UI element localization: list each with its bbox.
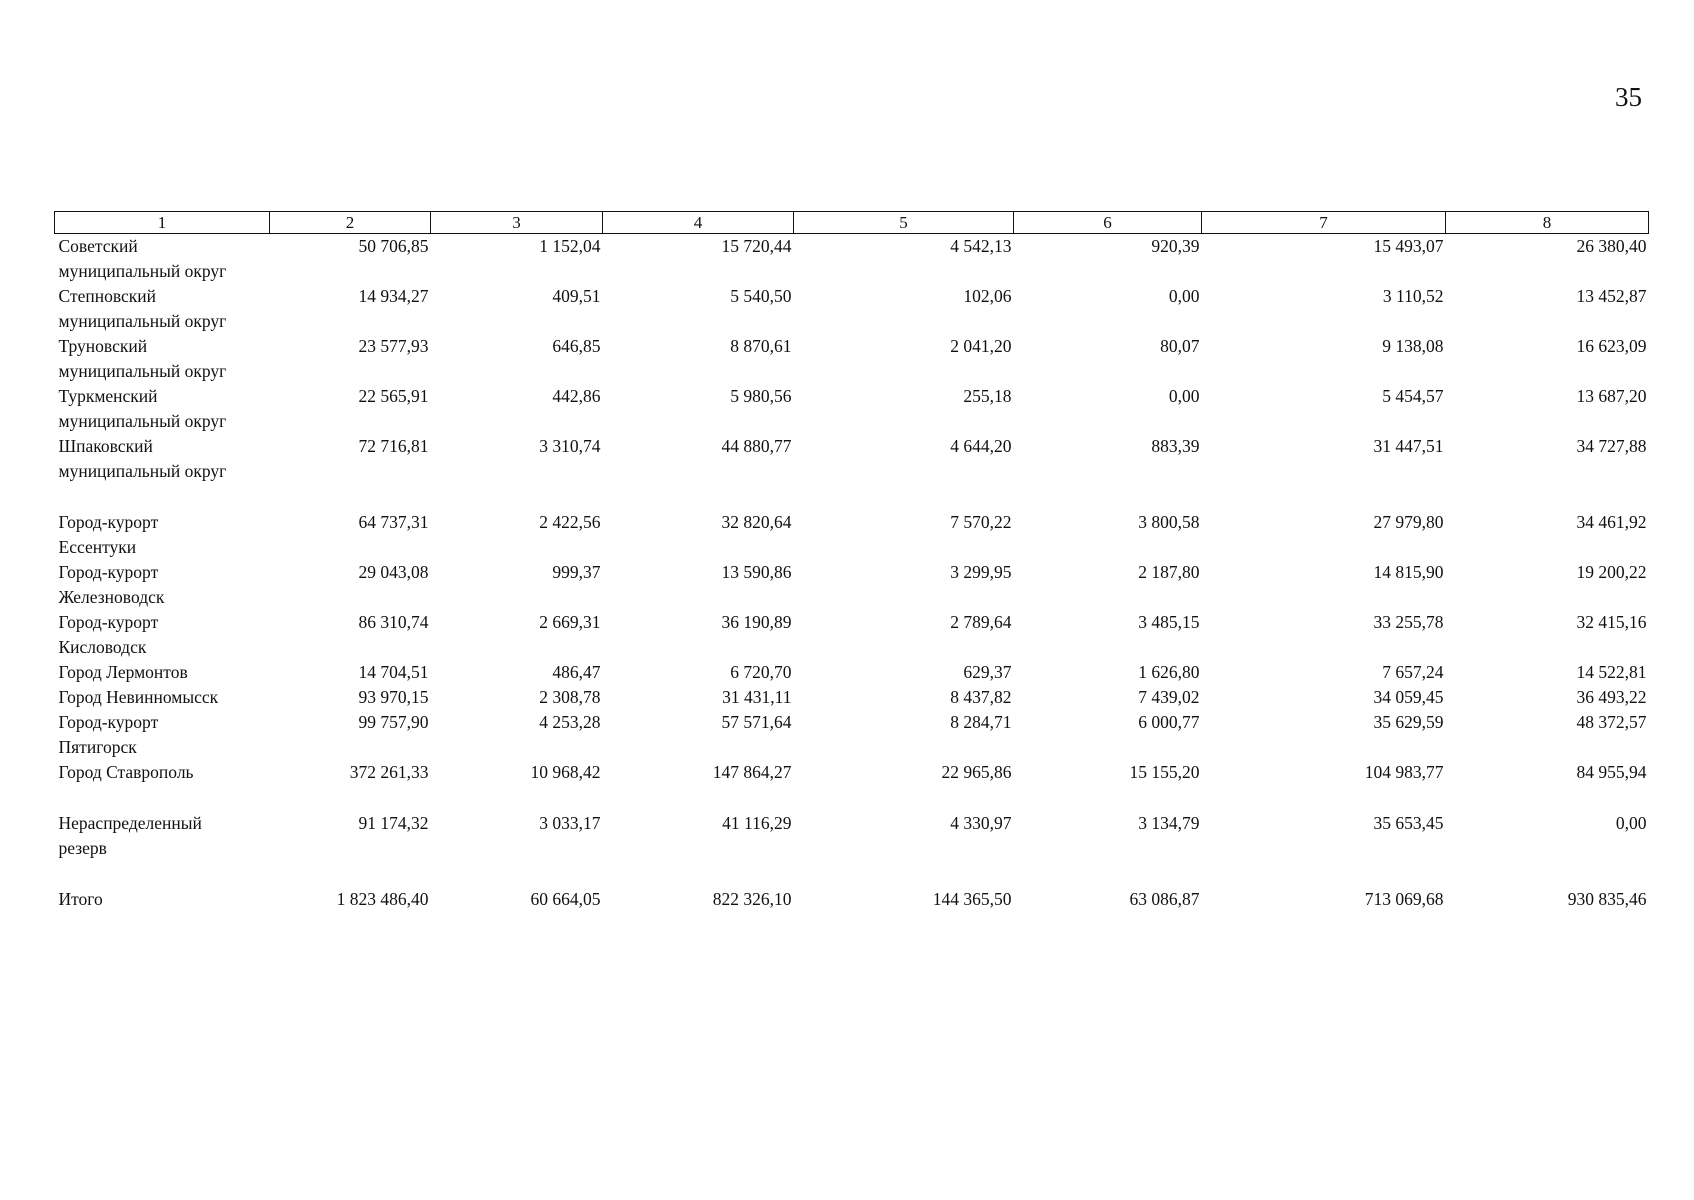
table-cell: 63 086,87 [1129,889,1200,909]
table-cell: 34 727,88 [1576,436,1647,456]
table-cell: 13 452,87 [1576,286,1647,306]
row-label: Степновский муниципальный округ [58,286,227,331]
table-row [55,660,1649,685]
table-cell: 3 800,58 [1138,512,1200,532]
table-row [55,334,1649,384]
table-cell: 14 934,27 [358,286,429,306]
table-cell: 104 983,77 [1364,762,1444,782]
row-label: Туркменский муниципальный округ [58,386,227,431]
table-cell: 2 041,20 [950,336,1012,356]
table-cell: 102,06 [963,286,1012,306]
table-cell: 4 253,28 [539,712,601,732]
table-body [55,234,1649,913]
column-header: 5 [794,212,1014,234]
row-label: Город Лермонтов [58,662,188,682]
table-cell: 5 540,50 [730,286,792,306]
row-label: Город-курорт Железноводск [58,562,165,607]
column-header: 3 [431,212,603,234]
table-cell: 36 493,22 [1576,687,1647,707]
table-cell: 883,39 [1151,436,1200,456]
table-cell: 3 299,95 [950,562,1012,582]
column-header: 8 [1446,212,1649,234]
table-cell: 646,85 [552,336,601,356]
table-cell: 5 454,57 [1382,386,1444,406]
row-spacer [55,484,1649,510]
table-cell: 409,51 [552,286,601,306]
row-label: Нераспределенный резерв [58,813,202,858]
table-cell: 27 979,80 [1373,512,1444,532]
table-cell: 13 687,20 [1576,386,1647,406]
table-cell: 1 823 486,40 [336,889,429,909]
table-row [55,887,1649,912]
table-cell: 8 437,82 [950,687,1012,707]
table-row [55,560,1649,610]
table-cell: 147 864,27 [712,762,792,782]
table-cell: 7 657,24 [1382,662,1444,682]
table-cell: 84 955,94 [1576,762,1647,782]
table-cell: 31 431,11 [722,687,792,707]
table-cell: 372 261,33 [349,762,429,782]
row-label: Город Ставрополь [58,762,194,782]
table-cell: 3 485,15 [1138,612,1200,632]
table-cell: 86 310,74 [358,612,429,632]
table-cell: 920,39 [1151,236,1200,256]
row-label: Город-курорт Пятигорск [58,712,159,757]
table-cell: 3 310,74 [539,436,601,456]
table-cell: 80,07 [1160,336,1200,356]
table-cell: 7 570,22 [950,512,1012,532]
column-header: 1 [55,212,270,234]
table-row [55,284,1649,334]
table-row [55,234,1649,285]
table-cell: 50 706,85 [358,236,429,256]
table-cell: 15 720,44 [721,236,792,256]
table-cell: 255,18 [963,386,1012,406]
table-cell: 57 571,64 [721,712,792,732]
table-cell: 822 326,10 [712,889,792,909]
table-cell: 22 965,86 [941,762,1012,782]
table-cell: 35 653,45 [1373,813,1444,833]
table-cell: 6 000,77 [1138,712,1200,732]
table-cell: 16 623,09 [1576,336,1647,356]
table-cell: 13 590,86 [721,562,792,582]
table-cell: 1 626,80 [1138,662,1200,682]
spacer-cell [55,785,1649,811]
table-row [55,384,1649,434]
table-row [55,510,1649,560]
table-cell: 3 134,79 [1138,813,1200,833]
table-cell: 9 138,08 [1382,336,1444,356]
table-cell: 2 187,80 [1138,562,1200,582]
table-cell: 33 255,78 [1373,612,1444,632]
table-cell: 8 284,71 [950,712,1012,732]
table-cell: 486,47 [552,662,601,682]
table-cell: 99 757,90 [358,712,429,732]
table-cell: 14 704,51 [358,662,429,682]
table-cell: 999,37 [552,562,601,582]
table-cell: 5 980,56 [730,386,792,406]
table-row [55,710,1649,760]
table-cell: 32 820,64 [721,512,792,532]
table-cell: 60 664,05 [530,889,601,909]
table-cell: 2 422,56 [539,512,601,532]
table-cell: 0,00 [1168,286,1200,306]
table-cell: 36 190,89 [721,612,792,632]
table-row [55,760,1649,785]
table-cell: 31 447,51 [1373,436,1444,456]
table-cell: 14 522,81 [1576,662,1647,682]
table-cell: 72 716,81 [358,436,429,456]
row-spacer [55,861,1649,887]
table-cell: 3 110,52 [1382,286,1444,306]
table-cell: 2 789,64 [950,612,1012,632]
table-cell: 91 174,32 [358,813,429,833]
data-table [54,211,1649,912]
table-cell: 32 415,16 [1576,612,1647,632]
table-cell: 35 629,59 [1373,712,1444,732]
row-spacer [55,785,1649,811]
table-cell: 4 542,13 [950,236,1012,256]
table-cell: 1 152,04 [539,236,601,256]
row-label: Город-курорт Ессентуки [58,512,159,557]
row-label: Город-курорт Кисловодск [58,612,159,657]
table-cell: 8 870,61 [730,336,792,356]
table-row [55,811,1649,861]
table-cell: 41 116,29 [722,813,792,833]
page-number: 35 [1615,82,1642,112]
table-cell: 14 815,90 [1373,562,1444,582]
column-header: 2 [270,212,431,234]
table-cell: 442,86 [552,386,601,406]
table-cell: 3 033,17 [539,813,601,833]
table-cell: 6 720,70 [730,662,792,682]
table-cell: 713 069,68 [1364,889,1444,909]
table-cell: 26 380,40 [1576,236,1647,256]
row-label: Труновский муниципальный округ [58,336,227,381]
row-label: Город Невинномысск [58,687,219,707]
table-cell: 10 968,42 [530,762,601,782]
table-row [55,685,1649,710]
column-header: 7 [1202,212,1446,234]
table-row [55,434,1649,484]
table-cell: 29 043,08 [358,562,429,582]
table-cell: 34 059,45 [1373,687,1444,707]
table-cell: 23 577,93 [358,336,429,356]
table-cell: 64 737,31 [358,512,429,532]
table-cell: 629,37 [963,662,1012,682]
row-label: Шпаковский муниципальный округ [58,436,227,481]
table-cell: 2 308,78 [539,687,601,707]
spacer-cell [55,484,1649,510]
table-cell: 930 835,46 [1567,889,1647,909]
table-cell: 7 439,02 [1138,687,1200,707]
column-header: 4 [603,212,794,234]
table-cell: 48 372,57 [1576,712,1647,732]
table-row [55,610,1649,660]
table-cell: 19 200,22 [1576,562,1647,582]
spacer-cell [55,861,1649,887]
table-cell: 0,00 [1615,813,1647,833]
column-header: 6 [1014,212,1202,234]
table-cell: 15 155,20 [1129,762,1200,782]
row-label: Итого [58,889,103,909]
table-cell: 2 669,31 [539,612,601,632]
table-cell: 4 644,20 [950,436,1012,456]
table-cell: 44 880,77 [721,436,792,456]
row-label: Советский муниципальный округ [58,236,227,281]
table-header-row [55,212,1649,234]
table-cell: 22 565,91 [358,386,429,406]
table-cell: 34 461,92 [1576,512,1647,532]
table-cell: 0,00 [1168,386,1200,406]
table-cell: 15 493,07 [1373,236,1444,256]
table-cell: 93 970,15 [358,687,429,707]
table-cell: 4 330,97 [950,813,1012,833]
table-cell: 144 365,50 [932,889,1012,909]
